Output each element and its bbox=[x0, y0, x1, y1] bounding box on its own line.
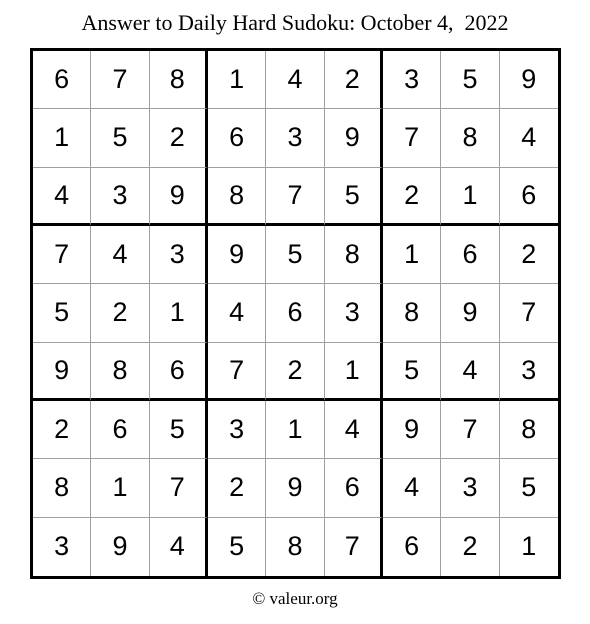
sudoku-cell: 2 bbox=[91, 284, 149, 342]
sudoku-cell: 6 bbox=[150, 343, 208, 401]
sudoku-cell: 7 bbox=[441, 401, 499, 459]
sudoku-cell: 5 bbox=[441, 51, 499, 109]
sudoku-cell: 1 bbox=[521, 531, 537, 562]
sudoku-cell: 2 bbox=[266, 343, 324, 401]
sudoku-cell: 2 bbox=[500, 226, 558, 284]
sudoku-cell: 9 bbox=[441, 284, 499, 342]
sudoku-cell: 6 bbox=[325, 459, 383, 517]
sudoku-cell: 3 bbox=[150, 226, 208, 284]
sudoku-cell: 2 bbox=[383, 168, 441, 226]
sudoku-cell: 6 bbox=[383, 518, 441, 576]
sudoku-cell: 8 bbox=[33, 459, 91, 517]
sudoku-cell: 4 bbox=[266, 51, 324, 109]
sudoku-cell: 2 bbox=[441, 518, 499, 576]
page-title: Answer to Daily Hard Sudoku: October 4, 2022 bbox=[81, 10, 509, 35]
footer-credit: © valeur.org bbox=[252, 589, 338, 608]
sudoku-cell: 9 bbox=[325, 109, 383, 167]
sudoku-cell: 9 bbox=[91, 518, 149, 576]
sudoku-cell: 9 bbox=[150, 168, 208, 226]
sudoku-grid bbox=[30, 48, 561, 579]
sudoku-cell: 5 bbox=[383, 343, 441, 401]
sudoku-cell: 4 bbox=[91, 226, 149, 284]
sudoku-cell: 7 bbox=[33, 226, 91, 284]
sudoku-cell: 8 bbox=[441, 109, 499, 167]
sudoku-cell: 7 bbox=[383, 109, 441, 167]
sudoku-cell: 5 bbox=[33, 284, 91, 342]
sudoku-cell: 1 bbox=[266, 401, 324, 459]
sudoku-cell: 1 bbox=[325, 343, 383, 401]
sudoku-cell: 8 bbox=[91, 343, 149, 401]
sudoku-cell: 8 bbox=[150, 51, 208, 109]
sudoku-cell: 4 bbox=[325, 401, 383, 459]
sudoku-cell: 5 bbox=[91, 109, 149, 167]
sudoku-cell: 8 bbox=[266, 518, 324, 576]
sudoku-cell: 9 bbox=[33, 343, 91, 401]
sudoku-cell: 9 bbox=[266, 459, 324, 517]
sudoku-cell: 8 bbox=[325, 226, 383, 284]
sudoku-cell: 4 bbox=[383, 459, 441, 517]
sudoku-cell: 5 bbox=[325, 168, 383, 226]
sudoku-cell: 6 bbox=[91, 401, 149, 459]
sudoku-cell: 1 bbox=[208, 51, 266, 109]
sudoku-cell: 7 bbox=[500, 284, 558, 342]
sudoku-cell: 3 bbox=[33, 518, 91, 576]
sudoku-cell: 2 bbox=[150, 109, 208, 167]
sudoku-cell: 6 bbox=[208, 109, 266, 167]
sudoku-cell: 5 bbox=[150, 401, 208, 459]
sudoku-cell: 7 bbox=[266, 168, 324, 226]
sudoku-cell: 4 bbox=[500, 109, 558, 167]
sudoku-cell: 5 bbox=[208, 518, 266, 576]
sudoku-cell: 5 bbox=[266, 226, 324, 284]
sudoku-cell: 2 bbox=[325, 51, 383, 109]
sudoku-cell: 3 bbox=[500, 343, 558, 401]
sudoku-cell: 3 bbox=[441, 459, 499, 517]
sudoku-cell: 6 bbox=[441, 226, 499, 284]
sudoku-cell: 3 bbox=[383, 51, 441, 109]
sudoku-cell: 1 bbox=[383, 226, 441, 284]
sudoku-cell: 8 bbox=[500, 401, 558, 459]
sudoku-cell: 9 bbox=[208, 226, 266, 284]
sudoku-cell: 6 bbox=[500, 168, 558, 226]
sudoku-cell: 1 bbox=[91, 459, 149, 517]
sudoku-cell: 3 bbox=[91, 168, 149, 226]
sudoku-cell: 1 bbox=[150, 284, 208, 342]
sudoku-cell: 9 bbox=[383, 401, 441, 459]
sudoku-cell: 4 bbox=[208, 284, 266, 342]
sudoku-cell: 3 bbox=[266, 109, 324, 167]
sudoku-cell: 7 bbox=[208, 343, 266, 401]
sudoku-cell: 1 bbox=[441, 168, 499, 226]
sudoku-cell: 6 bbox=[33, 51, 91, 109]
sudoku-cell: 3 bbox=[208, 401, 266, 459]
sudoku-cell: 8 bbox=[383, 284, 441, 342]
sudoku-cell: 4 bbox=[441, 343, 499, 401]
sudoku-cell: 3 bbox=[325, 284, 383, 342]
sudoku-cell: 7 bbox=[91, 51, 149, 109]
sudoku-cell: 8 bbox=[208, 168, 266, 226]
sudoku-cell: 4 bbox=[33, 168, 91, 226]
sudoku-cell: 5 bbox=[500, 459, 558, 517]
sudoku-cell: 7 bbox=[150, 459, 208, 517]
sudoku-cell: 1 bbox=[33, 109, 91, 167]
sudoku-cell: 6 bbox=[266, 284, 324, 342]
sudoku-cell: 7 bbox=[325, 518, 383, 576]
sudoku-cell: 4 bbox=[150, 518, 208, 576]
sudoku-cell: 2 bbox=[208, 459, 266, 517]
sudoku-cell: 2 bbox=[33, 401, 91, 459]
sudoku-cell: 9 bbox=[500, 51, 558, 109]
